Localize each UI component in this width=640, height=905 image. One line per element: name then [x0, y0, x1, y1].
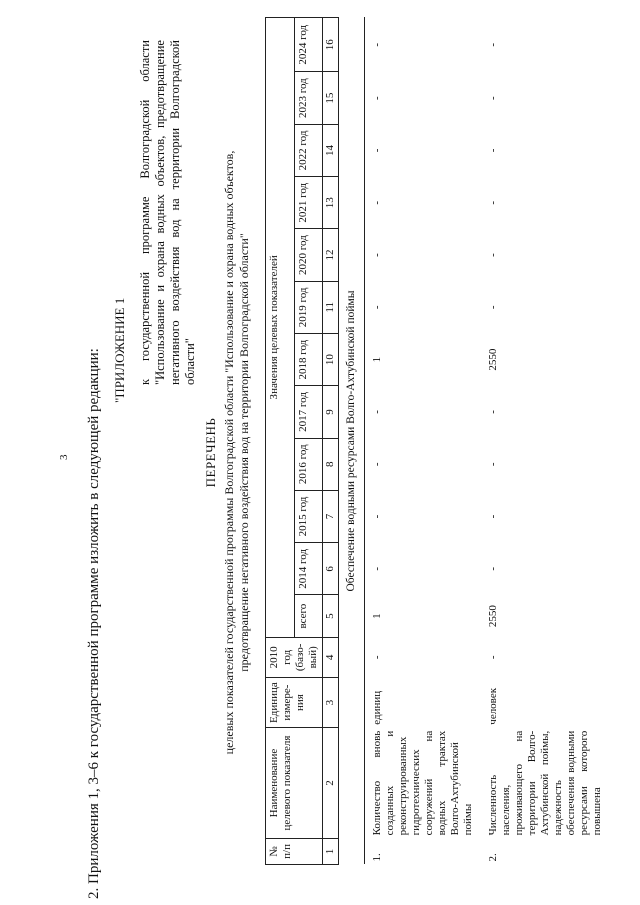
appendix-title: "ПРИЛОЖЕНИЕ 1 — [112, 297, 127, 403]
header-values-group: Значения целевых показателей — [266, 18, 295, 638]
column-index: 13 — [323, 177, 339, 229]
column-index-row — [323, 18, 339, 865]
list-subtitle-line2: предотвращение негативного воздействия вод на территории Волгоградской области" — [237, 233, 251, 672]
row-year-value: - — [371, 253, 383, 257]
column-index: 14 — [323, 124, 339, 176]
row-year-value: - — [371, 566, 383, 571]
header-num: № п/п — [266, 838, 323, 864]
header-unit: Единица измере-ния — [266, 677, 323, 727]
row-year-value: - — [487, 96, 499, 100]
row-year-value: - — [487, 410, 499, 414]
header-year: 2018 год — [294, 333, 323, 385]
header-year: 2020 год — [294, 229, 323, 281]
row-year-value: - — [371, 96, 383, 100]
row-year-value: - — [371, 200, 383, 205]
section-title: Обеспечение водными ресурсами Волго-Ахтубинской поймы — [339, 18, 365, 865]
row-year-value: - — [371, 462, 383, 467]
column-index: 12 — [323, 229, 339, 281]
row-year-value: 2550 — [487, 348, 499, 371]
header-year: 2023 год — [294, 72, 323, 124]
row-name: Численность населения, проживающего на территории Волго-Ахтубинской поймы, надежность обеспечения водными ресурсами которого повышена — [487, 730, 603, 836]
header-year: 2015 год — [294, 490, 323, 542]
column-index: 10 — [323, 333, 339, 385]
row-year-value: - — [371, 148, 383, 153]
row-name: Количество вновь созданных и реконструированных гидротехнических сооружений на водных трактах Волго-Ахтубинской поймы — [371, 730, 474, 836]
column-index: 4 — [323, 637, 339, 677]
column-index: 5 — [323, 595, 339, 637]
row-year-value: - — [371, 514, 383, 519]
table-row — [481, 18, 610, 865]
row-base: - — [371, 655, 383, 660]
column-index: 3 — [323, 677, 339, 727]
row-year-value: 1 — [371, 356, 383, 363]
header-total: всего — [294, 595, 323, 637]
row-year-value: - — [487, 566, 499, 571]
row-num: 1. — [371, 853, 383, 862]
row-year-value: - — [487, 148, 499, 153]
page-number: 3 — [58, 454, 70, 460]
row-year-value: - — [487, 200, 499, 205]
header-year: 2021 год — [294, 177, 323, 229]
row-year-value: - — [487, 462, 499, 467]
header-base: 2010 год (базо-вый) — [266, 637, 323, 677]
row-year-value: - — [487, 253, 499, 257]
column-index: 11 — [323, 281, 339, 333]
row-year-value: - — [371, 410, 383, 414]
header-year: 2016 год — [294, 438, 323, 490]
row-year-value: - — [487, 42, 499, 47]
row-year-value: - — [487, 514, 499, 519]
header-year: 2017 год — [294, 386, 323, 438]
list-subtitle-line1: целевых показателей государственной программы Волгоградской области "Использование и охрана водных объектов, — [222, 150, 236, 755]
header-year: 2022 год — [294, 124, 323, 176]
column-index: 8 — [323, 438, 339, 490]
header-name: Наименование целевого показателя — [266, 728, 323, 839]
header-year: 2024 год — [294, 18, 323, 73]
column-index: 16 — [323, 18, 339, 73]
indicators-table — [265, 17, 610, 865]
list-title: ПЕРЕЧЕНЬ — [203, 417, 218, 488]
column-index: 7 — [323, 490, 339, 542]
column-index: 9 — [323, 386, 339, 438]
appendix-text: к государственной программе Волгоградской области "Использование и охрана водных объектов, предотвращение негативного воздействия вод на территории Волгоградской области" — [138, 40, 197, 385]
column-index: 1 — [323, 838, 339, 864]
section-row — [339, 18, 365, 865]
table-row — [365, 18, 482, 865]
header-year: 2014 год — [294, 543, 323, 595]
column-index: 15 — [323, 72, 339, 124]
row-num: 2. — [487, 853, 499, 862]
row-base: - — [487, 655, 499, 660]
column-index: 2 — [323, 728, 339, 839]
row-total: 2550 — [487, 605, 499, 628]
row-year-value: - — [487, 305, 499, 310]
row-year-value: - — [371, 42, 383, 47]
row-unit: человек — [487, 687, 499, 725]
column-index: 6 — [323, 543, 339, 595]
header-year: 2019 год — [294, 281, 323, 333]
intro-paragraph: 2. Приложения 1, 3–6 к государственной программе изложить в следующей редакции: — [86, 348, 102, 899]
row-year-value: - — [371, 305, 383, 310]
row-total: 1 — [371, 613, 383, 619]
row-unit: единиц — [371, 690, 383, 725]
